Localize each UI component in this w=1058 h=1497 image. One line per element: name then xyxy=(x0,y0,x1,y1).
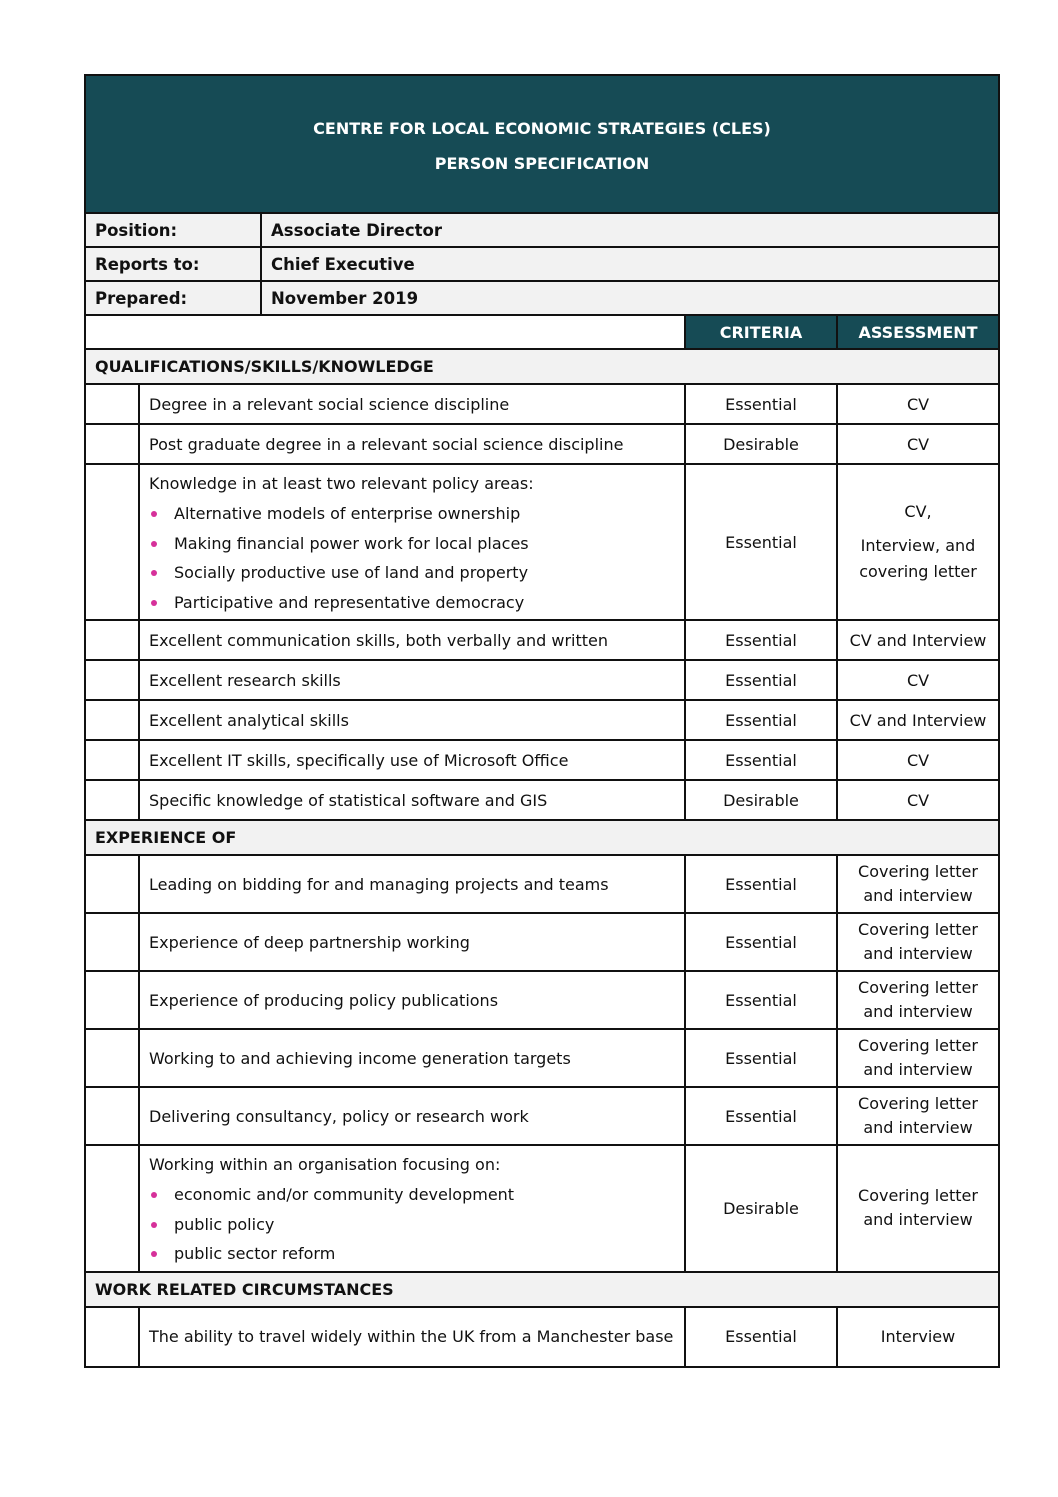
section-header-work-circumstances: WORK RELATED CIRCUMSTANCES xyxy=(85,1272,999,1307)
list-item: Making financial power work for local places xyxy=(149,529,675,559)
requirement-text: Delivering consultancy, policy or research work xyxy=(139,1087,685,1145)
specification-table xyxy=(84,74,1000,1368)
criteria-value: Essential xyxy=(685,700,837,740)
position-value: Associate Director xyxy=(261,213,999,247)
blank-header-cell xyxy=(85,315,685,349)
criteria-value: Essential xyxy=(685,660,837,700)
requirement-text: Excellent analytical skills xyxy=(139,700,685,740)
requirement-text: Specific knowledge of statistical software and GIS xyxy=(139,780,685,820)
assessment-value: Covering letter and interview xyxy=(837,971,999,1029)
list-item: Socially productive use of land and property xyxy=(149,558,675,588)
criteria-header: CRITERIA xyxy=(685,315,837,349)
section-header-qualifications: QUALIFICATIONS/SKILLS/KNOWLEDGE xyxy=(85,349,999,384)
requirement-text: Experience of deep partnership working xyxy=(139,913,685,971)
meta-row-reports xyxy=(85,247,999,281)
table-row xyxy=(85,424,999,464)
criteria-value: Desirable xyxy=(685,424,837,464)
assessment-value: Covering letter and interview xyxy=(837,1087,999,1145)
reports-value: Chief Executive xyxy=(261,247,999,281)
criteria-value: Essential xyxy=(685,971,837,1029)
criteria-value: Essential xyxy=(685,464,837,620)
criteria-value: Desirable xyxy=(685,780,837,820)
bullet-icon xyxy=(151,1251,157,1257)
requirement-text: Knowledge in at least two relevant policy areas: Alternative models of enterprise ownership Making financial power work for local places Socially productive use of land and property Participative and representative democracy xyxy=(139,464,685,620)
requirement-text: Excellent communication skills, both verbally and written xyxy=(139,620,685,660)
assessment-value: CV xyxy=(837,660,999,700)
bullet-icon xyxy=(151,541,157,547)
assessment-header: ASSESSMENT xyxy=(837,315,999,349)
table-row xyxy=(85,660,999,700)
bullet-icon xyxy=(151,1192,157,1198)
assessment-value: Covering letter and interview xyxy=(837,855,999,913)
list-item: Alternative models of enterprise ownership xyxy=(149,499,675,529)
assessment-value: CV xyxy=(837,780,999,820)
requirement-text: Experience of producing policy publications xyxy=(139,971,685,1029)
org-title: CENTRE FOR LOCAL ECONOMIC STRATEGIES (CLES) xyxy=(313,119,771,138)
assessment-value: Interview xyxy=(837,1307,999,1367)
requirement-text: Leading on bidding for and managing projects and teams xyxy=(139,855,685,913)
column-header-row xyxy=(85,315,999,349)
table-row xyxy=(85,1307,999,1367)
section-header-experience: EXPERIENCE OF xyxy=(85,820,999,855)
criteria-value: Essential xyxy=(685,740,837,780)
assessment-value: CV xyxy=(837,424,999,464)
prepared-value: November 2019 xyxy=(261,281,999,315)
table-row xyxy=(85,464,999,620)
table-row xyxy=(85,913,999,971)
meta-row-prepared xyxy=(85,281,999,315)
list-item: Participative and representative democracy xyxy=(149,588,675,618)
person-specification-document xyxy=(84,74,998,1368)
table-row xyxy=(85,1029,999,1087)
requirement-text: Working within an organisation focusing on: economic and/or community development public policy public sector reform xyxy=(139,1145,685,1272)
criteria-value: Essential xyxy=(685,620,837,660)
list-item: economic and/or community development xyxy=(149,1180,675,1210)
meta-row-position xyxy=(85,213,999,247)
criteria-value: Essential xyxy=(685,913,837,971)
criteria-value: Essential xyxy=(685,1029,837,1087)
assessment-value: CV, Interview, and covering letter xyxy=(837,464,999,620)
assessment-value: CV xyxy=(837,384,999,424)
requirement-text: The ability to travel widely within the UK from a Manchester base xyxy=(139,1307,685,1367)
bullet-icon xyxy=(151,1222,157,1228)
assessment-value: Covering letter and interview xyxy=(837,913,999,971)
table-row xyxy=(85,1087,999,1145)
assessment-value: Covering letter and interview xyxy=(837,1029,999,1087)
organisation-focus-list xyxy=(149,1180,675,1269)
criteria-value: Essential xyxy=(685,1307,837,1367)
criteria-value: Essential xyxy=(685,855,837,913)
requirement-text: Working to and achieving income generation targets xyxy=(139,1029,685,1087)
bullet-icon xyxy=(151,570,157,576)
bullet-icon xyxy=(151,600,157,606)
requirement-text: Excellent research skills xyxy=(139,660,685,700)
list-item: public sector reform xyxy=(149,1239,675,1269)
reports-label: Reports to: xyxy=(85,247,261,281)
policy-areas-list xyxy=(149,499,675,617)
requirement-text: Degree in a relevant social science discipline xyxy=(139,384,685,424)
assessment-value: Covering letter and interview xyxy=(837,1145,999,1272)
requirement-text: Excellent IT skills, specifically use of Microsoft Office xyxy=(139,740,685,780)
position-label: Position: xyxy=(85,213,261,247)
assessment-value: CV xyxy=(837,740,999,780)
bullet-icon xyxy=(151,511,157,517)
table-row xyxy=(85,620,999,660)
list-item: public policy xyxy=(149,1210,675,1240)
table-row xyxy=(85,740,999,780)
table-row xyxy=(85,1145,999,1272)
title-banner xyxy=(85,75,999,213)
criteria-value: Essential xyxy=(685,1087,837,1145)
assessment-value: CV and Interview xyxy=(837,700,999,740)
prepared-label: Prepared: xyxy=(85,281,261,315)
criteria-value: Desirable xyxy=(685,1145,837,1272)
requirement-text: Post graduate degree in a relevant social science discipline xyxy=(139,424,685,464)
table-row xyxy=(85,855,999,913)
table-row xyxy=(85,971,999,1029)
assessment-value: CV and Interview xyxy=(837,620,999,660)
table-row xyxy=(85,384,999,424)
criteria-value: Essential xyxy=(685,384,837,424)
doc-title: PERSON SPECIFICATION xyxy=(434,154,650,173)
table-row xyxy=(85,700,999,740)
table-row xyxy=(85,780,999,820)
